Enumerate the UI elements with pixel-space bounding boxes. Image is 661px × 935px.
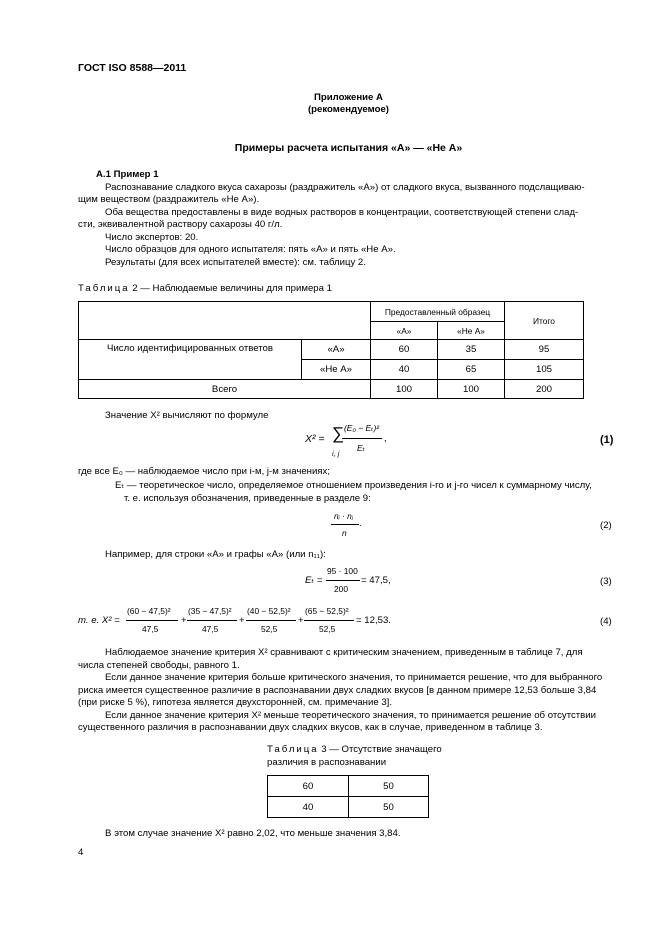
formula1-number: (1)	[600, 434, 614, 446]
table2-empty-head	[79, 302, 371, 340]
example-p1-l2: щим веществом (раздражитель «Не А»).	[78, 194, 260, 205]
formula2-number: (2)	[600, 520, 612, 531]
table2-cell: 60	[371, 340, 438, 360]
formula1-comma: ,	[384, 433, 387, 444]
plus-sign: +	[181, 615, 187, 626]
fraction-line	[326, 580, 360, 581]
example-p2-l2: сти, эквивалентной раствору сахарозы 40 г/л.	[78, 219, 283, 230]
appendix-title: Приложение А	[314, 92, 383, 103]
conclusion-p1-l1: Наблюдаемое значение критерия X² сравнивают с критическим значением, приведенным в таблице 7, для	[105, 647, 583, 658]
formula4-term4-den: 52,5	[319, 624, 336, 634]
table2-col-nea: «Не А»	[438, 322, 505, 340]
table2-head-group: Предоставленный образец	[371, 302, 505, 322]
sum-symbol: ∑	[332, 424, 345, 443]
formula3-num: 95 · 100	[327, 566, 358, 576]
table3-caption-l2: различия в распознавании	[267, 757, 387, 768]
formula4-term4-num: (65 − 52,5)²	[305, 606, 349, 616]
conclusion-p2-l1: Если данное значение критерия больше критического значения, то принимается решение, что для выбранного	[105, 672, 603, 683]
table2-cell: 200	[505, 380, 584, 399]
table-2	[78, 301, 584, 399]
plus-sign: +	[298, 615, 304, 626]
formula3-number: (3)	[600, 576, 612, 587]
formula1-den: Eₜ	[357, 443, 366, 453]
formula3-lhs: Eₜ =	[305, 575, 323, 586]
final-line: В этом случае значение X² равно 2,02, что меньше значения 3,84.	[105, 828, 401, 839]
table2-cell: 65	[438, 360, 505, 380]
table2-row2-label: «Не А»	[302, 360, 371, 380]
table3-cell: 40	[268, 797, 349, 818]
formula4-result: = 12,53.	[356, 615, 391, 626]
table3-cell: 50	[349, 797, 429, 818]
fraction-line	[187, 620, 237, 621]
appendix-subtitle: (рекомендуемое)	[307, 104, 389, 115]
doc-code: ГОСТ ISO 8588—2011	[78, 62, 187, 74]
plus-sign: +	[239, 615, 245, 626]
example-heading: А.1 Пример 1	[96, 169, 159, 180]
table2-caption: Таблица 2 — Наблюдаемые величины для примера 1	[78, 283, 332, 294]
formula4-term1-den: 47,5	[142, 624, 159, 634]
table2-cell: 95	[505, 340, 584, 360]
formula2-den: n	[342, 528, 347, 538]
fraction-line	[304, 620, 354, 621]
fraction-line	[246, 620, 296, 621]
formula4-term1-num: (60 − 47,5)²	[127, 606, 171, 616]
conclusion-p3-l2: существенного различия в распознавании двух сладких вкусов, как в случае, приведенном в таблице 3.	[78, 722, 543, 733]
table2-cell: 40	[371, 360, 438, 380]
table2-total-label: Всего	[79, 380, 371, 399]
fraction-line	[342, 438, 382, 439]
formula4-term3-num: (40 − 52,5)²	[247, 606, 291, 616]
table2-cell: 100	[438, 380, 505, 399]
example-p2-l1: Оба вещества предоставлены в виде водных растворов в концентрации, соответствующей степени слад-	[105, 207, 579, 218]
fraction-line	[331, 524, 359, 525]
table3-cell: 60	[268, 776, 349, 797]
table2-cell: 100	[371, 380, 438, 399]
conclusion-p2-l3: (при риске 5 %), гипотеза является двухсторонней, см. примечание 3].	[78, 697, 392, 708]
where-l2: Eₜ — теоретическое число, определяемое отношением произведения i-го и j-го чисел к суммарному числу,	[115, 480, 592, 491]
table3-caption: Таблица 3 — Отсутствие значащего	[267, 744, 442, 755]
table2-col-total: Итого	[505, 302, 584, 340]
formula4-number: (4)	[600, 616, 612, 627]
table2-row-label: Число идентифицированных ответов	[79, 340, 302, 380]
conclusion-p2-l2: риска имеется существенное различие в распознавании двух сладких вкусов [в данном примере 12,53 больше 3,84	[78, 685, 597, 696]
conclusion-p3-l1: Если данное значение критерия X² меньше теоретического значения, то принимается решение об отсутствии	[105, 710, 596, 721]
formula1-sum-sub: i, j	[332, 449, 340, 458]
formula4-term2-den: 47,5	[202, 624, 219, 634]
formula2-num: nᵢ · nⱼ	[334, 511, 354, 521]
formula1-lhs: X² =	[305, 433, 325, 445]
formula1-intro: Значение X² вычисляют по формуле	[105, 410, 269, 421]
formula2-dot: .	[359, 518, 362, 529]
formula3-den: 200	[334, 584, 348, 594]
formula4-term3-den: 52,5	[261, 624, 278, 634]
formula3-result: = 47,5,	[361, 575, 391, 586]
formula4-prefix: т. е. X² =	[78, 615, 120, 626]
example-p1-l1: Распознавание сладкого вкуса сахарозы (раздражитель «А») от сладкого вкуса, вызванного подслащиваю-	[105, 182, 585, 193]
table2-col-a: «А»	[371, 322, 438, 340]
table2-cell: 35	[438, 340, 505, 360]
table-3	[267, 775, 429, 818]
table2-row1-label: «А»	[302, 340, 371, 360]
example-p5: Результаты (для всех испытателей вместе): см. таблицу 2.	[105, 257, 366, 268]
example-p4: Число образцов для одного испытателя: пять «А» и пять «Не А».	[105, 244, 396, 255]
formula4-term2-num: (35 − 47,5)²	[188, 606, 232, 616]
conclusion-p1-l2: числа степеней свободы, равного 1.	[78, 660, 240, 671]
example-p3: Число экспертов: 20.	[105, 232, 199, 243]
example-line: Например, для строки «А» и графы «А» (или n₁₁):	[105, 549, 326, 560]
formula1-num: (E₀ − Eₜ)²	[344, 423, 380, 433]
table3-cell: 50	[349, 776, 429, 797]
fraction-line	[126, 620, 178, 621]
where-l3: т. е. используя обозначения, приведенные в разделе 9:	[124, 493, 371, 504]
table2-cell: 105	[505, 360, 584, 380]
page-number: 4	[78, 847, 84, 858]
section-title: Примеры расчета испытания «А» — «Не А»	[234, 142, 463, 154]
where-l1: где все E₀ — наблюдаемое число при i-м, j-м значениях;	[78, 466, 330, 477]
